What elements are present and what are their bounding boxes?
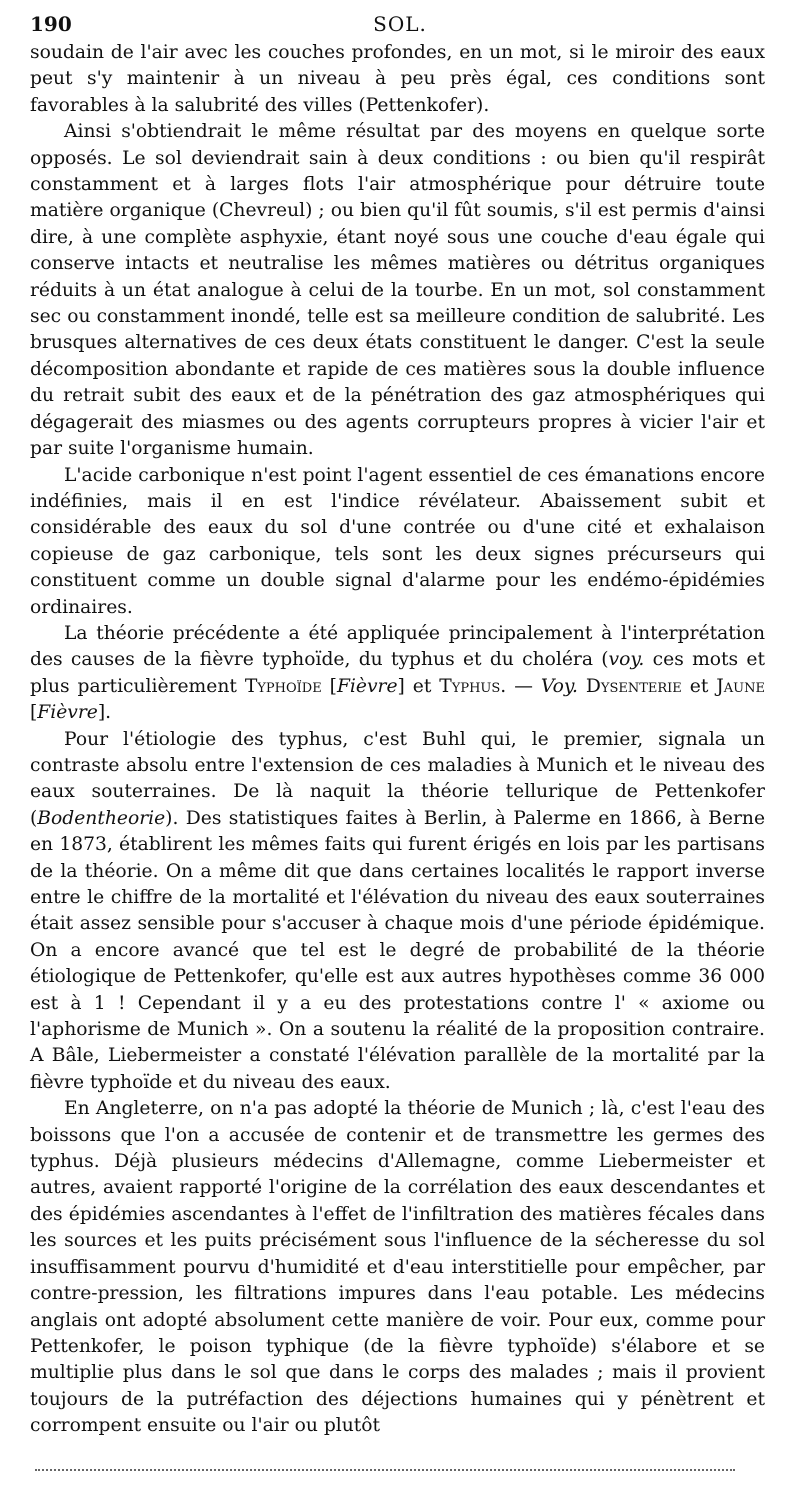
cross-ref-typhoide: Typhoïde [244, 675, 322, 697]
text-run: [ [321, 675, 337, 697]
paragraph: Ainsi s'obtiendrait le même résultat par des moyens en quelque sorte opposés. Le sol deviendrait sain à deux conditions : ou bien qu'il respirât constamment et à larges flots l'air atmosphérique pour détruire toute matière organique (Chevreul) ; ou bien qu'il fût soumis, s'il est permis d'ainsi dire, à une complète asphyxie, étant noyé sous une couche d'eau égale qui conserve intacts et neutralise les mêmes matières ou détritus organiques réduits à un état analogue à celui de la tourbe. En un mot, sol constamment sec ou constamment inondé, telle est sa meilleure condition de salubrité. Les brusques alternatives de ces deux états constituent le danger. C'est la seule décomposition abondante et rapide de ces matières sous la double influence du retrait subit des eaux et de la pénétration des gaz atmosphériques qui dégagerait des miasmes ou des agents corrupteurs propres à vicier l'air et par suite l'organisme humain. [30, 121, 765, 460]
text-run: Pour l'étiologie des typhus, c'est Buhl qui, le premier, signala un contraste absolu entre l'extension de ces maladies à Munich et le niveau des eaux souterraines. De là naquit la théorie tellurique de Pettenkofer ( [30, 728, 765, 829]
cross-ref-jaune: Jaune [716, 675, 765, 697]
paragraph [30, 727, 765, 1097]
italic-fievre: Fièvre [37, 702, 98, 724]
text-run: ces mots et plus particulièrement [30, 649, 765, 697]
italic-voy: Voy. [540, 675, 578, 697]
text-run: [ [30, 702, 38, 724]
text-run: ] et [397, 675, 440, 697]
paragraph [30, 621, 765, 727]
body-text [30, 40, 765, 1440]
paragraph: En Angleterre, on n'a pas adopté la théorie de Munich ; là, c'est l'eau des boissons que l'on a accusée de contenir et de transmettre les germes des typhus. Déjà plusieurs médecins d'Allemagne, comme Liebermeister et autres, avaient rapporté l'origine de la corrélation des eaux descendantes et des épidémies ascendantes à l'effet de l'infiltration des matières fécales dans les sources et les puits précisément sous l'influence de la sécheresse du sol insuffisamment pourvu d'humidité et d'eau interstitielle pour empêcher, par contre-pression, les filtrations impures dans l'eau potable. Les médecins anglais ont adopté absolument cette manière de voir. Pour eux, comme pour Pettenkofer, le poison typhique (de la fièvre typhoïde) s'élabore et se multiplie plus dans le sol que dans le corps des malades ; mais il provient toujours de la putréfaction des déjections humaines qui y pénètrent et corrompent ensuite ou l'air ou plutôt [30, 1098, 765, 1437]
cross-ref-typhus: Typhus [439, 675, 501, 697]
text-run: ]. [97, 702, 112, 724]
paragraph: L'acide carbonique n'est point l'agent essentiel de ces émanations encore indéfinies, mais il en est l'indice révélateur. Abaissement subit et considérable des eaux du sol d'une contrée ou d'une cité et exhalaison copieuse de gaz carbonique, tels sont les deux signes précurseurs qui constituent comme un double signal d'alarme pour les endémo-épidémies ordinaires. [30, 464, 765, 618]
text-run: et [681, 675, 717, 697]
text-run [578, 676, 586, 697]
italic-voy: voy. [608, 649, 645, 671]
italic-bodentheorie: Bodentheorie [37, 807, 166, 829]
paragraph-continued: soudain de l'air avec les couches profondes, en un mot, si le miroir des eaux peut s'y maintenir à un niveau à peu près égal, ces conditions sont favorables à la salubrité des villes (Pettenkofer). [30, 42, 765, 116]
running-head: SOL. [373, 12, 427, 36]
cross-ref-dysenterie: Dysenterie [585, 675, 682, 697]
text-run: . — [500, 675, 541, 697]
text-run: La théorie précédente a été appliquée principalement à l'interprétation des causes de la fièvre typhoïde, du typhus et du choléra ( [30, 622, 765, 671]
italic-fievre: Fièvre [336, 675, 398, 697]
footer-rule [35, 1469, 735, 1471]
text-run: ). Des statistiques faites à Berlin, à Palerme en 1866, à Berne en 1873, établirent les mêmes faits qui furent érigés en lois par les partisans de la théorie. On a même dit que dans certaines localités le rapport inverse entre le chiffre de la mortalité et l'élévation du niveau des eaux souterraines était assez sensible pour s'accuser à chaque mois d'une période épidémique. On a encore avancé que tel est le degré de probabilité de la théorie étiologique de Pettenkofer, qu'elle est aux autres hypothèses comme 36 000 est à 1 ! Cependant il y a eu des protestations contre l' « axiome ou l'aphorisme de Munich ». On a soutenu la réalité de la proposition contraire. A Bâle, Liebermeister a constaté l'élévation parallèle de la mortalité par la fièvre typhoïde et du niveau des eaux. [30, 807, 765, 1093]
page-number: 190 [30, 12, 72, 36]
